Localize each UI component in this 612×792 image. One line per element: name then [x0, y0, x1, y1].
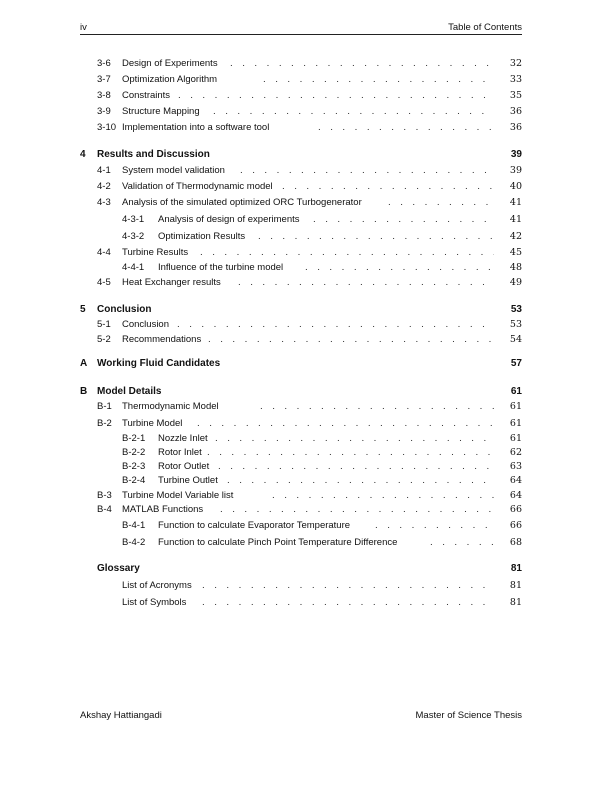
dot-leader	[430, 536, 494, 550]
subsection-title: Rotor Outlet	[158, 461, 210, 472]
subsection-number: B-4-2	[122, 537, 146, 548]
dot-leader	[318, 121, 494, 135]
page-number: 39	[510, 149, 522, 160]
page-number: 54	[509, 334, 522, 345]
toc-entry[interactable]	[80, 503, 522, 517]
page-number: 39	[509, 165, 522, 176]
page-number: 32	[509, 58, 522, 69]
glossary-title: Glossary	[97, 563, 140, 574]
appendix-letter: A	[80, 358, 88, 369]
page-number: 53	[510, 304, 522, 315]
toc-entry[interactable]	[80, 596, 522, 610]
chapter-title: Conclusion	[97, 304, 152, 315]
section-title: Turbine Results	[122, 247, 189, 258]
dot-leader	[200, 246, 494, 260]
page-number: 81	[510, 563, 522, 574]
toc-subentry[interactable]	[80, 460, 522, 474]
page-number-roman: iv	[80, 22, 87, 33]
toc-entry[interactable]	[80, 164, 522, 178]
subsection-title: Rotor Inlet	[158, 447, 202, 458]
subsection-number: 4-3-1	[122, 214, 145, 225]
dot-leader	[260, 400, 494, 414]
thesis-type: Master of Science Thesis	[415, 710, 522, 721]
page-number: 81	[509, 580, 522, 591]
chapter-title: Results and Discussion	[97, 149, 210, 160]
dot-leader	[178, 89, 494, 103]
section-number: 4-3	[97, 197, 111, 208]
section-title: MATLAB Functions	[122, 504, 204, 515]
page-number: 41	[509, 197, 522, 208]
page-number: 40	[509, 181, 522, 192]
section-number: 4-4	[97, 247, 111, 258]
section-title: Structure Mapping	[122, 106, 200, 117]
page-number: 64	[509, 490, 522, 501]
dot-leader	[238, 276, 494, 290]
running-header	[80, 22, 522, 35]
section-number: B-1	[97, 401, 112, 412]
subsection-number: 4-3-2	[122, 231, 145, 242]
dot-leader	[197, 417, 494, 431]
dot-leader	[230, 57, 494, 71]
toc-entry[interactable]	[80, 73, 522, 87]
page-number: 63	[509, 461, 522, 472]
dot-leader	[305, 261, 494, 275]
subsection-number: B-2-4	[122, 475, 146, 486]
toc-entry[interactable]	[80, 57, 522, 71]
author-name: Akshay Hattiangadi	[80, 710, 162, 721]
section-title: Optimization Algorithm	[122, 74, 218, 85]
dot-leader	[263, 73, 494, 87]
toc-subentry[interactable]	[80, 536, 522, 550]
dot-leader	[202, 579, 494, 593]
page-number: 62	[509, 447, 522, 458]
toc-entry[interactable]	[80, 400, 522, 414]
section-number: 3-9	[97, 106, 111, 117]
subsection-title: Function to calculate Pinch Point Temperature Difference	[158, 537, 398, 548]
page-number: 61	[509, 401, 522, 412]
section-title: Design of Experiments	[122, 58, 218, 69]
page-number: 48	[509, 262, 522, 273]
subsection-title: Nozzle Inlet	[158, 433, 208, 444]
toc-chapter[interactable]	[80, 562, 522, 576]
page-number: 36	[509, 122, 522, 133]
dot-leader	[282, 180, 494, 194]
toc-entry[interactable]	[80, 89, 522, 103]
subsection-number: B-2-1	[122, 433, 146, 444]
section-title: Analysis of the simulated optimized ORC Turbogenerator	[122, 197, 362, 208]
dot-leader	[208, 333, 494, 347]
dot-leader	[177, 318, 494, 332]
subsection-number: B-2-2	[122, 447, 146, 458]
toc-chapter[interactable]	[80, 148, 522, 162]
toc-subentry[interactable]	[80, 474, 522, 488]
toc-subentry[interactable]	[80, 432, 522, 446]
toc-entry[interactable]	[80, 105, 522, 119]
toc-subentry[interactable]	[80, 213, 522, 227]
section-number: 4-5	[97, 277, 111, 288]
subsection-title: Turbine Outlet	[158, 475, 218, 486]
dot-leader	[272, 489, 494, 503]
page-number: 49	[509, 277, 522, 288]
page-number: 57	[510, 358, 522, 369]
toc-subentry[interactable]	[80, 230, 522, 244]
page-number: 42	[509, 231, 522, 242]
section-title: Turbine Model	[122, 418, 183, 429]
section-number: 3-7	[97, 74, 111, 85]
section-title: Conclusion	[122, 319, 169, 330]
toc-subentry[interactable]	[80, 446, 522, 460]
section-number: B-2	[97, 418, 112, 429]
dot-leader	[220, 503, 494, 517]
toc-entry[interactable]	[80, 489, 522, 503]
toc-chapter[interactable]	[80, 385, 522, 399]
subsection-title: Influence of the turbine model	[158, 262, 284, 273]
page-number: 33	[509, 74, 522, 85]
toc-chapter[interactable]	[80, 303, 522, 317]
toc-entry[interactable]	[80, 579, 522, 593]
dot-leader	[218, 460, 494, 474]
dot-leader	[227, 474, 494, 488]
appendix-title: Working Fluid Candidates	[97, 358, 221, 369]
section-title: Recommendations	[122, 334, 202, 345]
page-number: 81	[509, 597, 522, 608]
section-number: 4-2	[97, 181, 111, 192]
toc-entry[interactable]	[80, 180, 522, 194]
section-number: B-3	[97, 490, 112, 501]
section-number: 5-2	[97, 334, 111, 345]
page-number: 66	[509, 504, 522, 515]
toc-subentry[interactable]	[80, 261, 522, 275]
section-title: List of Symbols	[122, 597, 187, 608]
chapter-number: 4	[80, 149, 86, 160]
dot-leader	[388, 196, 494, 210]
section-number: 4-1	[97, 165, 111, 176]
toc-entry[interactable]	[80, 196, 522, 210]
toc-entry[interactable]	[80, 121, 522, 135]
section-title: Validation of Thermodynamic model	[122, 181, 273, 192]
page-number: 36	[509, 106, 522, 117]
dot-leader	[213, 105, 494, 119]
toc-entry[interactable]	[80, 318, 522, 332]
section-title: System model validation	[122, 165, 225, 176]
toc-entry[interactable]	[80, 417, 522, 431]
page-number: 68	[509, 537, 522, 548]
page-number: 61	[510, 386, 522, 397]
section-number: B-4	[97, 504, 112, 515]
dot-leader	[215, 432, 494, 446]
header-title: Table of Contents	[448, 22, 522, 33]
section-number: 3-8	[97, 90, 111, 101]
subsection-title: Optimization Results	[158, 231, 246, 242]
page-number: 66	[509, 520, 522, 531]
dot-leader	[375, 519, 494, 533]
subsection-title: Function to calculate Evaporator Temperature	[158, 520, 351, 531]
dot-leader	[313, 213, 494, 227]
section-title: Thermodynamic Model	[122, 401, 219, 412]
toc-entry[interactable]	[80, 276, 522, 290]
appendix-title: Model Details	[97, 386, 162, 397]
toc-subentry[interactable]	[80, 519, 522, 533]
toc-entry[interactable]	[80, 333, 522, 347]
dot-leader	[202, 596, 494, 610]
page-number: 64	[509, 475, 522, 486]
dot-leader	[207, 446, 494, 460]
page-number: 61	[509, 418, 522, 429]
dot-leader	[240, 164, 494, 178]
toc-entry[interactable]	[80, 246, 522, 260]
section-title: Constraints	[122, 90, 171, 101]
subsection-number: 4-4-1	[122, 262, 145, 273]
section-title: Implementation into a software tool	[122, 122, 270, 133]
page-number: 35	[509, 90, 522, 101]
page-number: 53	[509, 319, 522, 330]
section-title: Heat Exchanger results	[122, 277, 221, 288]
toc-chapter[interactable]	[80, 357, 522, 371]
subsection-title: Analysis of design of experiments	[158, 214, 300, 225]
section-title: Turbine Model Variable list	[122, 490, 234, 501]
page-number: 61	[509, 433, 522, 444]
appendix-letter: B	[80, 386, 88, 397]
page-number: 45	[509, 247, 522, 258]
dot-leader	[258, 230, 494, 244]
section-number: 3-6	[97, 58, 111, 69]
chapter-number: 5	[80, 304, 86, 315]
section-number: 3-10	[97, 122, 117, 133]
section-number: 5-1	[97, 319, 111, 330]
page-number: 41	[509, 214, 522, 225]
subsection-number: B-2-3	[122, 461, 146, 472]
section-title: List of Acronyms	[122, 580, 192, 591]
subsection-number: B-4-1	[122, 520, 146, 531]
